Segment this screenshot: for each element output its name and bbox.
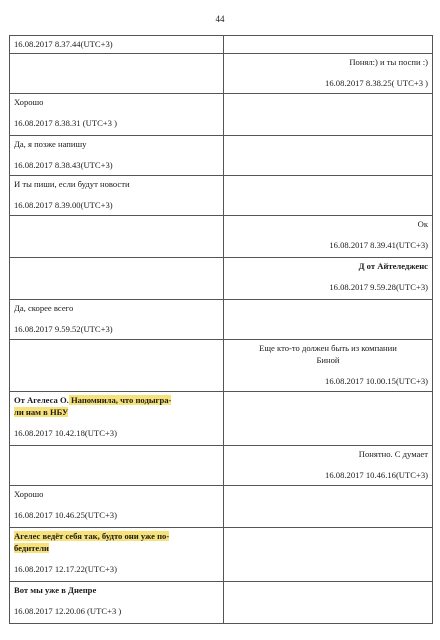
left-cell — [10, 392, 224, 446]
right-cell — [224, 258, 433, 300]
highlighted-text: Напомнила, что подыгра- — [68, 395, 172, 405]
left-cell — [10, 36, 224, 54]
timestamp: 16.08.2017 8.39.00(UTC+3) — [14, 200, 113, 210]
message-text: Вот мы уже в Днепре — [14, 585, 97, 595]
table-row — [10, 36, 433, 54]
table-row — [10, 340, 433, 392]
message-text: Еще кто-то должен быть из компании — [259, 343, 397, 353]
message-text: Понятно. С думает — [358, 449, 428, 459]
timestamp: 16.08.2017 12.17.22(UTC+3) — [14, 564, 117, 574]
left-cell — [10, 258, 224, 300]
table-row — [10, 176, 433, 216]
right-cell — [224, 216, 433, 258]
table-row — [10, 300, 433, 340]
right-cell — [224, 392, 433, 446]
right-cell — [224, 300, 433, 340]
table-row — [10, 136, 433, 176]
timestamp: 16.08.2017 8.39.41(UTC+3) — [329, 240, 428, 250]
table-row — [10, 216, 433, 258]
message-text: И ты пиши, если будут новости — [14, 179, 130, 189]
timestamp: 16.08.2017 10.00.15(UTC+3) — [325, 376, 428, 386]
message-text: Хорошо — [14, 489, 44, 499]
timestamp: 16.08.2017 10.46.25(UTC+3) — [14, 510, 117, 520]
timestamp: 16.08.2017 10.42.18(UTC+3) — [14, 428, 117, 438]
left-cell — [10, 340, 224, 392]
table-row — [10, 528, 433, 582]
right-cell — [224, 176, 433, 216]
right-cell — [224, 582, 433, 624]
table-row — [10, 258, 433, 300]
message-text: Хорошо — [14, 97, 44, 107]
timestamp: 16.08.2017 8.38.31 (UTC+3 ) — [14, 118, 117, 128]
right-cell — [224, 446, 433, 486]
right-cell — [224, 54, 433, 94]
left-cell — [10, 300, 224, 340]
timestamp: 16.08.2017 10.46.16(UTC+3) — [325, 470, 428, 480]
message-text: Да, скорее всего — [14, 303, 74, 313]
table-row — [10, 486, 433, 528]
left-cell — [10, 216, 224, 258]
timestamp: 16.08.2017 9.59.28(UTC+3) — [329, 282, 428, 292]
right-cell — [224, 340, 433, 392]
left-cell — [10, 486, 224, 528]
message-text: Понял:) и ты поспи :) — [349, 57, 428, 67]
table-row — [10, 446, 433, 486]
left-cell — [10, 528, 224, 582]
timestamp: 16.08.2017 8.37.44(UTC+3) — [14, 39, 113, 49]
message-text: Биной — [316, 355, 340, 365]
highlighted-text: Агелес ведёт себя так, будто они уже по- — [14, 531, 170, 541]
left-cell — [10, 582, 224, 624]
chat-log-table — [9, 35, 433, 624]
timestamp: 16.08.2017 12.20.06 (UTC+3 ) — [14, 606, 122, 616]
message-text: Д от Айтеледженс — [358, 261, 428, 271]
highlighted-text: бедители — [14, 543, 49, 553]
message-text: Ок — [417, 219, 428, 229]
left-cell — [10, 94, 224, 136]
table-row — [10, 582, 433, 624]
right-cell — [224, 486, 433, 528]
left-cell — [10, 54, 224, 94]
right-cell — [224, 528, 433, 582]
left-cell — [10, 176, 224, 216]
table-row — [10, 94, 433, 136]
right-cell — [224, 36, 433, 54]
message-text: Да, я позже напишу — [14, 139, 87, 149]
left-cell — [10, 446, 224, 486]
timestamp: 16.08.2017 8.38.43(UTC+3) — [14, 160, 113, 170]
table-row — [10, 54, 433, 94]
timestamp: 16.08.2017 8.38.25( UTC+3 ) — [325, 78, 428, 88]
highlighted-text: ли нам в НБУ — [14, 407, 69, 417]
timestamp: 16.08.2017 9.59.52(UTC+3) — [14, 324, 113, 334]
right-cell — [224, 136, 433, 176]
sender-label: От Агелеса О. — [14, 395, 69, 405]
table-row — [10, 392, 433, 446]
page-number: 44 — [215, 14, 225, 24]
left-cell — [10, 136, 224, 176]
right-cell — [224, 94, 433, 136]
